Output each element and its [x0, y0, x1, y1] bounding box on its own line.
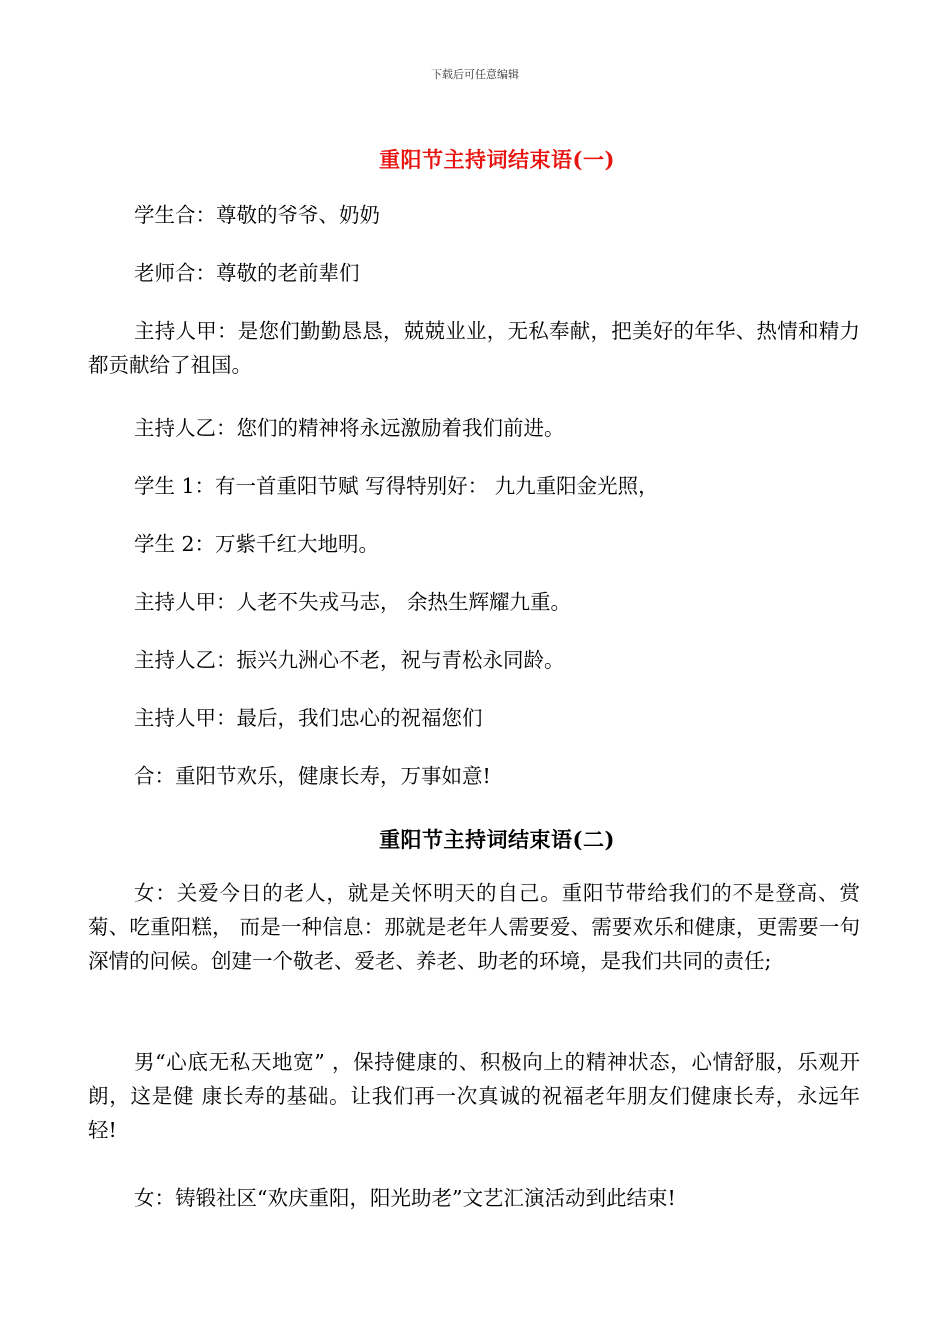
- paragraph: 女：关爱今日的老人，就是关怀明天的自己。重阳节带给我们的不是登高、赏菊、吃重阳糕， 而是一种信息：那就是老年人需要爱、需要欢乐和健康，更需要一句深情的问候。创建一个敬老、爱老、养老、助老的环境，是我们共同的责任;: [88, 881, 860, 973]
- paragraph: 主持人甲：最后，我们忠心的祝福您们: [134, 706, 483, 730]
- paragraph: 主持人乙：您们的精神将永远激励着我们前进。: [134, 416, 565, 440]
- paragraph: 老师合：尊敬的老前辈们: [134, 261, 360, 285]
- paragraph: 合：重阳节欢乐，健康长寿，万事如意!: [134, 764, 491, 788]
- paragraph: 主持人甲：是您们勤勤恳恳，兢兢业业，无私奉献，把美好的年华、热情和精力都贡献给了祖国。: [88, 319, 860, 377]
- section-title-1: 重阳节主持词结束语(一): [379, 147, 615, 172]
- paragraph: 女：铸锻社区“欢庆重阳，阳光助老”文艺汇演活动到此结束!: [134, 1186, 676, 1210]
- paragraph: 学生 1：有一首重阳节赋 写得特别好： 九九重阳金光照，: [134, 474, 659, 498]
- header-note: 下载后可任意编辑: [431, 68, 519, 81]
- paragraph: 主持人乙：振兴九洲心不老，祝与青松永同龄。: [134, 648, 565, 672]
- paragraph: 学生合：尊敬的爷爷、奶奶: [134, 203, 380, 227]
- paragraph: 男“心底无私天地宽” ，保持健康的、积极向上的精神状态，心情舒服，乐观开朗，这是健 康长寿的基础。让我们再一次真诚的祝福老年朋友们健康长寿，永远年轻!: [88, 1050, 860, 1142]
- section-title-2: 重阳节主持词结束语(二): [379, 827, 615, 852]
- paragraph: 主持人甲：人老不失戎马志， 余热生辉耀九重。: [134, 590, 572, 614]
- paragraph: 学生 2：万紫千红大地明。: [134, 532, 380, 556]
